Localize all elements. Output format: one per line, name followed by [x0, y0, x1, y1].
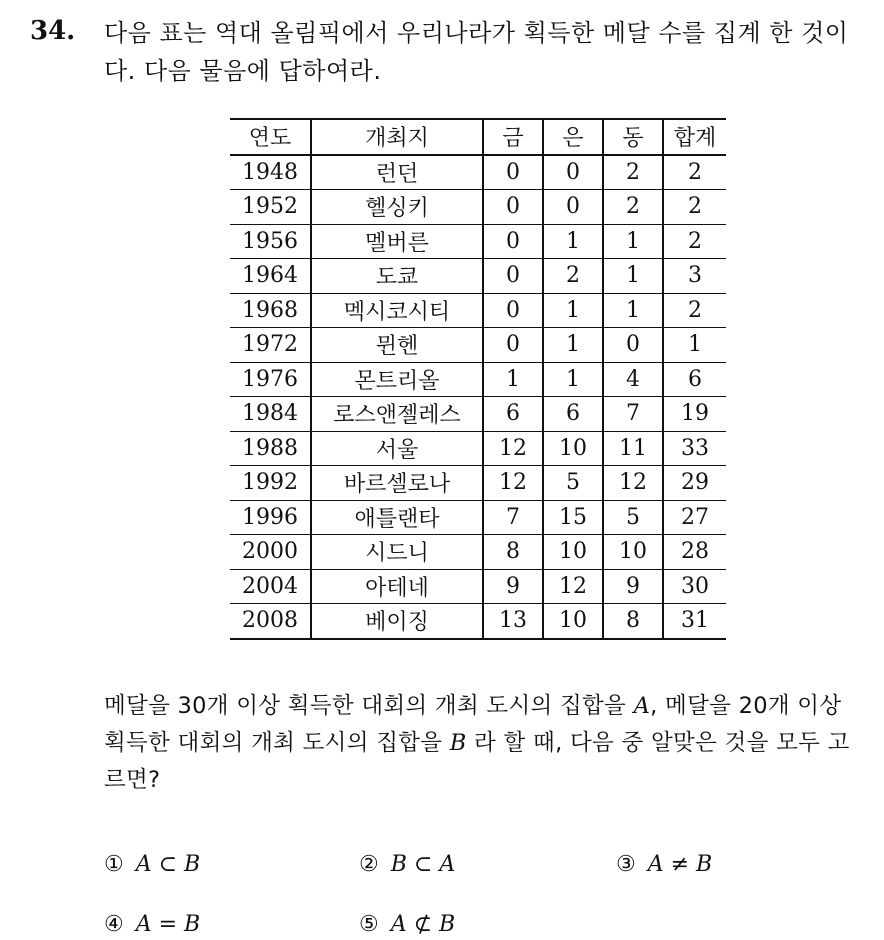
table-row — [230, 190, 726, 225]
choice-3-expr: A ≠ B — [647, 852, 713, 877]
cell-host: 멕시코시티 — [311, 293, 483, 328]
question-text: 다음 표는 역대 올림픽에서 우리나라가 획득한 메달 수를 집계 한 것이다. 다음 물음에 답하여라. — [104, 19, 849, 85]
cell-gold: 6 — [483, 397, 543, 432]
cell-gold: 0 — [483, 259, 543, 294]
cell-host: 서울 — [311, 431, 483, 466]
cell-bronze: 2 — [603, 155, 663, 190]
table-row — [230, 328, 726, 363]
cell-host: 시드니 — [311, 535, 483, 570]
cell-gold: 9 — [483, 569, 543, 604]
cell-year: 2004 — [230, 569, 311, 604]
cell-bronze: 5 — [603, 500, 663, 535]
cell-silver: 0 — [543, 190, 603, 225]
choice-5-expr: A ⊄ B — [390, 912, 456, 937]
cell-bronze: 9 — [603, 569, 663, 604]
table-header-row — [230, 119, 726, 155]
cell-silver: 1 — [543, 293, 603, 328]
header-year: 연도 — [230, 119, 311, 155]
cell-total: 19 — [663, 397, 726, 432]
cell-host: 몬트리올 — [311, 362, 483, 397]
cell-silver: 10 — [543, 604, 603, 639]
cell-bronze: 8 — [603, 604, 663, 639]
choice-4[interactable] — [104, 912, 200, 937]
cell-bronze: 0 — [603, 328, 663, 363]
table-body — [230, 155, 726, 639]
cell-total: 2 — [663, 190, 726, 225]
cell-gold: 1 — [483, 362, 543, 397]
cell-total: 1 — [663, 328, 726, 363]
cell-year: 2008 — [230, 604, 311, 639]
table-row — [230, 362, 726, 397]
cell-year: 1952 — [230, 190, 311, 225]
cell-silver: 15 — [543, 500, 603, 535]
cell-gold: 0 — [483, 293, 543, 328]
set-a-symbol: A — [633, 693, 651, 719]
table-row — [230, 259, 726, 294]
choice-1-expr: A ⊂ B — [135, 852, 201, 877]
header-total: 합계 — [663, 119, 726, 155]
passage-part-1: 메달을 30개 이상 획득한 대회의 개최 도시의 집합을 — [104, 693, 634, 719]
cell-bronze: 2 — [603, 190, 663, 225]
cell-silver: 1 — [543, 362, 603, 397]
cell-gold: 0 — [483, 224, 543, 259]
choice-4-expr: A = B — [135, 912, 201, 937]
cell-year: 1964 — [230, 259, 311, 294]
cell-host: 런던 — [311, 155, 483, 190]
cell-year: 1972 — [230, 328, 311, 363]
choice-5[interactable] — [359, 912, 455, 937]
choice-4-mark: ④ — [104, 912, 124, 937]
cell-bronze: 12 — [603, 466, 663, 501]
cell-total: 28 — [663, 535, 726, 570]
choice-5-mark: ⑤ — [359, 912, 379, 937]
cell-bronze: 11 — [603, 431, 663, 466]
set-b-symbol: B — [449, 730, 467, 756]
cell-host: 도쿄 — [311, 259, 483, 294]
cell-silver: 10 — [543, 431, 603, 466]
cell-host: 멜버른 — [311, 224, 483, 259]
cell-bronze: 10 — [603, 535, 663, 570]
cell-host: 뮌헨 — [311, 328, 483, 363]
cell-silver: 2 — [543, 259, 603, 294]
cell-host: 아테네 — [311, 569, 483, 604]
header-silver: 은 — [543, 119, 603, 155]
table-row — [230, 293, 726, 328]
header-bronze: 동 — [603, 119, 663, 155]
choice-1[interactable] — [104, 852, 200, 877]
cell-year: 1984 — [230, 397, 311, 432]
cell-silver: 10 — [543, 535, 603, 570]
cell-gold: 12 — [483, 431, 543, 466]
table-row — [230, 500, 726, 535]
choice-3-mark: ③ — [616, 852, 636, 877]
cell-total: 3 — [663, 259, 726, 294]
cell-bronze: 4 — [603, 362, 663, 397]
passage — [104, 688, 864, 799]
cell-gold: 0 — [483, 190, 543, 225]
choice-1-mark: ① — [104, 852, 124, 877]
table-row — [230, 431, 726, 466]
table-row — [230, 224, 726, 259]
cell-year: 2000 — [230, 535, 311, 570]
cell-total: 27 — [663, 500, 726, 535]
cell-total: 31 — [663, 604, 726, 639]
cell-gold: 0 — [483, 155, 543, 190]
cell-total: 30 — [663, 569, 726, 604]
cell-silver: 12 — [543, 569, 603, 604]
cell-total: 29 — [663, 466, 726, 501]
header-host: 개최지 — [311, 119, 483, 155]
cell-silver: 1 — [543, 224, 603, 259]
cell-year: 1968 — [230, 293, 311, 328]
cell-year: 1976 — [230, 362, 311, 397]
choice-3[interactable] — [616, 852, 712, 877]
cell-total: 6 — [663, 362, 726, 397]
passage-part-3: 라 할 때, 다음 중 알맞은 것을 모두 고르면? — [104, 730, 850, 793]
cell-year: 1988 — [230, 431, 311, 466]
cell-silver: 0 — [543, 155, 603, 190]
cell-year: 1956 — [230, 224, 311, 259]
cell-gold: 8 — [483, 535, 543, 570]
cell-total: 2 — [663, 155, 726, 190]
cell-host: 베이징 — [311, 604, 483, 639]
cell-gold: 0 — [483, 328, 543, 363]
choice-2[interactable] — [359, 852, 455, 877]
header-gold: 금 — [483, 119, 543, 155]
cell-bronze: 1 — [603, 224, 663, 259]
medal-table — [230, 118, 726, 640]
cell-year: 1996 — [230, 500, 311, 535]
cell-bronze: 1 — [603, 293, 663, 328]
cell-silver: 5 — [543, 466, 603, 501]
table-row — [230, 569, 726, 604]
cell-host: 바르셀로나 — [311, 466, 483, 501]
cell-year: 1948 — [230, 155, 311, 190]
cell-bronze: 1 — [603, 259, 663, 294]
choice-2-expr: B ⊂ A — [390, 852, 456, 877]
cell-bronze: 7 — [603, 397, 663, 432]
cell-gold: 13 — [483, 604, 543, 639]
cell-total: 2 — [663, 224, 726, 259]
cell-total: 33 — [663, 431, 726, 466]
cell-total: 2 — [663, 293, 726, 328]
cell-host: 헬싱키 — [311, 190, 483, 225]
table-row — [230, 466, 726, 501]
table-row — [230, 155, 726, 190]
cell-silver: 6 — [543, 397, 603, 432]
cell-silver: 1 — [543, 328, 603, 363]
table-row — [230, 604, 726, 639]
table-row — [230, 535, 726, 570]
choice-2-mark: ② — [359, 852, 379, 877]
cell-gold: 7 — [483, 500, 543, 535]
cell-gold: 12 — [483, 466, 543, 501]
table-row — [230, 397, 726, 432]
cell-year: 1992 — [230, 466, 311, 501]
question-number: 34. — [30, 16, 76, 46]
cell-host: 로스앤젤레스 — [311, 397, 483, 432]
passage-part-2: , 메달을 20개 이상 획득한 대회의 개최 도시의 집합을 — [104, 693, 842, 756]
cell-host: 애틀랜타 — [311, 500, 483, 535]
